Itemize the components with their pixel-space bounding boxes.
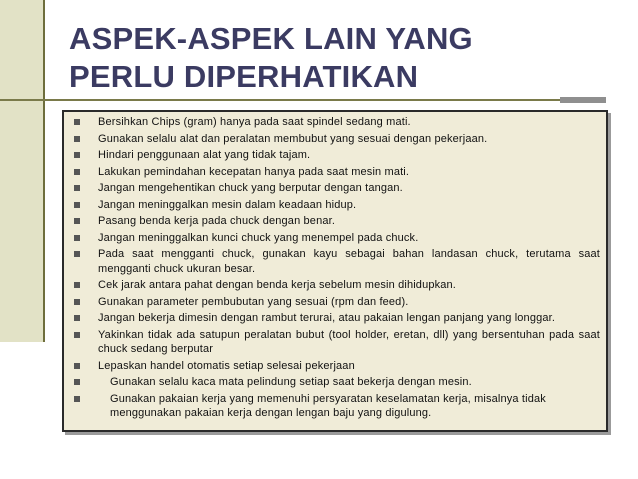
slide-title-line-1: ASPEK-ASPEK LAIN YANG xyxy=(69,21,473,56)
bullet-list xyxy=(64,112,606,421)
list-item-text: Cek jarak antara pahat dengan benda kerja sebelum mesin dihidupkan. xyxy=(98,279,456,291)
square-bullet-icon xyxy=(74,152,80,158)
bullet-content-box xyxy=(62,110,608,432)
list-item-text: Yakinkan tidak ada satupun peralatan bubut (tool holder, eretan, dll) yang bersentuhan pada saat chuck sedang berputar xyxy=(98,328,600,355)
list-item-text: Gunakan selalu kaca mata pelindung setiap saat bekerja dengan mesin. xyxy=(110,376,472,388)
list-item-text: Lakukan pemindahan kecepatan hanya pada saat mesin mati. xyxy=(98,165,410,178)
square-bullet-icon xyxy=(74,218,80,224)
list-item-text: Pada saat mengganti chuck, gunakan kayu sebagai bahan landasan chuck, terutama saat mengganti chuck ukuran besar. xyxy=(98,248,600,275)
slide-title-line-2: PERLU DIPERHATIKAN xyxy=(69,59,419,94)
list-item xyxy=(68,115,600,130)
square-bullet-icon xyxy=(74,396,80,402)
list-item-text: Lepaskan handel otomatis setiap selesai pekerjaan xyxy=(98,359,355,372)
square-bullet-icon xyxy=(74,363,80,369)
square-bullet-icon xyxy=(74,332,80,338)
list-item xyxy=(68,375,600,390)
list-item-text: Gunakan parameter pembubutan yang sesuai (rpm dan feed). xyxy=(98,295,409,308)
square-bullet-icon xyxy=(74,379,80,385)
list-item xyxy=(68,132,600,147)
title-divider-accent xyxy=(560,97,606,103)
list-item-text: Gunakan pakaian kerja yang memenuhi persyaratan keselamatan kerja, misalnya tidak menggunakan pakaian kerja dengan lengan baju yang digulung. xyxy=(110,392,546,419)
list-item-text: Jangan bekerja dimesin dengan rambut terurai, atau pakaian lengan panjang yang longgar. xyxy=(98,312,556,324)
list-item xyxy=(68,181,600,196)
square-bullet-icon xyxy=(74,169,80,175)
list-item xyxy=(68,214,600,229)
list-item xyxy=(68,247,600,276)
square-bullet-icon xyxy=(74,119,80,125)
list-item-text: Jangan meninggalkan kunci chuck yang menempel pada chuck. xyxy=(98,231,419,244)
square-bullet-icon xyxy=(74,315,80,321)
side-band-edge xyxy=(43,0,45,342)
list-item xyxy=(68,148,600,163)
list-item-text: Pasang benda kerja pada chuck dengan benar. xyxy=(98,215,336,227)
title-divider xyxy=(0,99,560,101)
square-bullet-icon xyxy=(74,136,80,142)
square-bullet-icon xyxy=(74,299,80,305)
list-item xyxy=(68,231,600,246)
list-item xyxy=(68,392,600,421)
square-bullet-icon xyxy=(74,251,80,257)
list-item xyxy=(68,198,600,213)
side-band xyxy=(0,0,43,342)
list-item-text: Jangan mengehentikan chuck yang berputar dengan tangan. xyxy=(98,182,403,194)
square-bullet-icon xyxy=(74,235,80,241)
list-item xyxy=(68,295,600,310)
list-item xyxy=(68,165,600,180)
list-item-text: Hindari penggunaan alat yang tidak tajam. xyxy=(98,149,311,161)
list-item xyxy=(68,311,600,326)
square-bullet-icon xyxy=(74,202,80,208)
list-item-text: Jangan meninggalkan mesin dalam keadaan hidup. xyxy=(98,198,357,211)
list-item xyxy=(68,359,600,374)
list-item xyxy=(68,278,600,293)
list-item-text: Bersihkan Chips (gram) hanya pada saat spindel sedang mati. xyxy=(98,116,411,128)
slide-title xyxy=(69,20,473,96)
list-item xyxy=(68,328,600,357)
square-bullet-icon xyxy=(74,282,80,288)
square-bullet-icon xyxy=(74,185,80,191)
list-item-text: Gunakan selalu alat dan peralatan membubut yang sesuai dengan pekerjaan. xyxy=(98,132,488,145)
